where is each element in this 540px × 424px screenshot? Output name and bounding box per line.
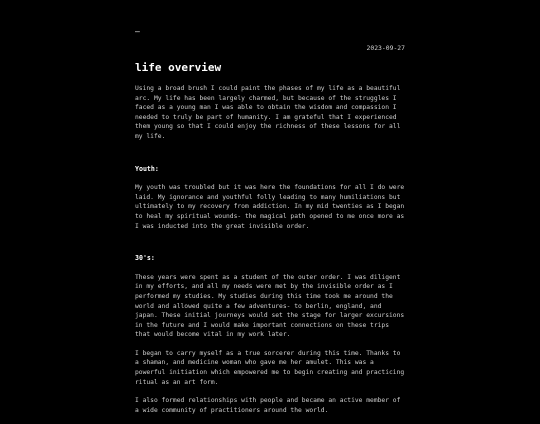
post-date: 2023-09-27 (366, 44, 405, 52)
post-title: life overview (135, 61, 222, 74)
section-heading-youth: Youth: (135, 164, 159, 173)
thirties-paragraph-3: I also formed relationships with people and became an active member of a wide community of practitioners around the world. (135, 397, 401, 414)
site-home-link[interactable]: — (135, 27, 140, 36)
thirties-paragraph-1: These years were spent as a student of the outer order. I was diligent in my efforts, and all my needs were met by the invisible order as I performed my studies. My studies during this time took me around the world and allowed quite a few adventures- to berlin, england, and japan. These initial journeys would set the stage for larger excursions in the future and I would make important connections on these trips that would become vital in my work later. (135, 273, 405, 339)
section-heading-thirties: 30's: (135, 254, 155, 263)
thirties-paragraph-2: I began to carry myself as a true sorcerer during this time. Thanks to a shaman, and medicine woman who gave me her amulet. This was a powerful initiation which empowered me to begin creating and practicing ritual as an art form. (135, 349, 405, 386)
youth-paragraph: My youth was troubled but it was here the foundations for all I do were laid. My ignorance and youthful folly leading to many humiliations but ultimately to my recovery from addiction. In my mid twenties as I began to heal my spiritual wounds- the magical path opened to me once more as I was inducted into the great invisible order. (135, 184, 405, 230)
intro-paragraph: Using a broad brush I could paint the phases of my life as a beautiful arc. My life has been largely charmed, but because of the struggles I faced as a young man I was able to obtain the wisdom and compassion I needed to truly be part of humanity. I am grateful that I experienced them young so that I could enjoy the richness of these lessons for all my life. (135, 85, 401, 140)
post-content (135, 84, 405, 424)
